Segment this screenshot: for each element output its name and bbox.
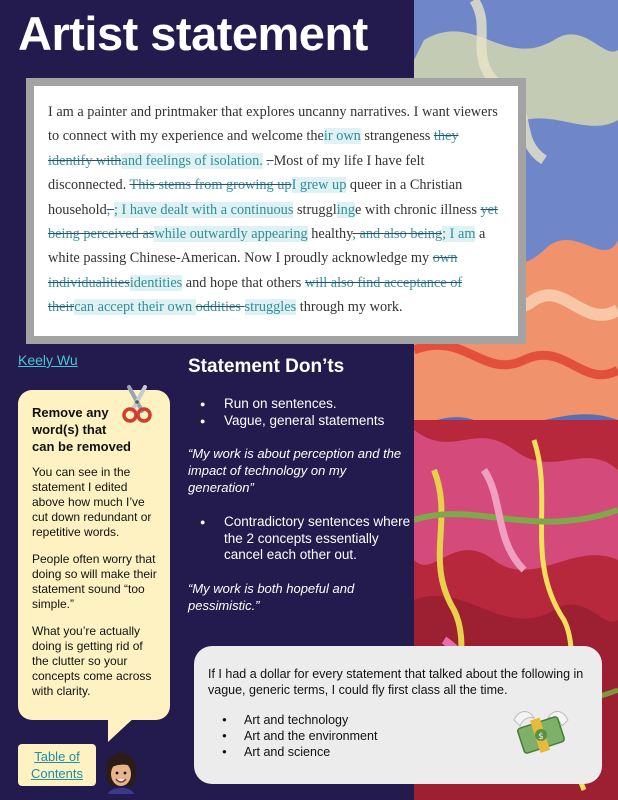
inserted-text: struggles <box>244 299 297 316</box>
statement-text: I am a painter and printmaker that explores uncanny narratives. I want viewers to connect with my experience and welcome the <box>48 104 498 145</box>
statement-text: strangeness <box>360 128 434 145</box>
table-of-contents-button[interactable] <box>18 744 96 786</box>
table-of-contents-link[interactable]: Table of Contents <box>30 749 84 781</box>
svg-text:$: $ <box>538 732 544 742</box>
example-quote: “My work is about perception and the impact of technology on my generation” <box>188 446 402 495</box>
statement-text: a white passing Chinese-American. Now I proudly acknowledge my <box>48 226 486 267</box>
deleted-text: will also find acceptance of their <box>48 274 463 316</box>
inserted-text: ; I have dealt with a continuous <box>113 201 294 218</box>
dollar-note-text: If I had a dollar for every statement that talked about the following in vague, generic terms, I could fly first class all the time. <box>208 667 584 697</box>
statement-text: queer in a Christian household <box>48 177 463 218</box>
deleted-text: oddities <box>195 299 245 316</box>
statement-text: e with chronic illness <box>354 201 481 218</box>
callout-paragraph: You can see in the statement I edited above how much I’ve cut down redundant or repetitive words. <box>32 465 152 539</box>
deleted-text: This stems from growing up <box>129 177 292 194</box>
page-title: Artist statement <box>18 7 368 60</box>
edited-statement-frame <box>26 78 526 344</box>
deleted-text: own individualities <box>48 250 458 291</box>
example-quote: “My work is both hopeful and pessimistic.” <box>188 580 355 613</box>
statement-donts-section <box>188 356 414 632</box>
deleted-text: yet being perceived as <box>48 201 498 243</box>
inserted-text: identities <box>129 274 183 291</box>
list-item: ● Art and science <box>222 744 586 760</box>
deleted-text: they identify with <box>48 128 459 169</box>
edited-statement-text <box>34 86 518 336</box>
list-item: ● Vague, general statements <box>200 413 414 430</box>
avatar-icon <box>102 752 140 794</box>
tip-callout <box>18 390 170 720</box>
callout-paragraph: People often worry that doing so will make their statement sound “too simple.” <box>32 552 157 611</box>
inserted-text: I grew up <box>291 177 347 194</box>
list-item: ● Run on sentences. <box>200 396 414 413</box>
callout-paragraph: What you’re actually doing is getting rid of the clutter so your concepts come across with clarity. <box>32 624 152 698</box>
donts-list <box>200 396 414 429</box>
donts-list <box>200 514 414 564</box>
inserted-text: ; I am <box>442 226 476 243</box>
deleted-text: , <box>106 201 114 218</box>
list-item: ● Contradictory sentences where the 2 concepts essentially cancel each other out. <box>200 514 414 564</box>
callout-tail <box>108 716 136 742</box>
donts-heading: Statement Don’ts <box>188 356 345 377</box>
list-item: ● Art and the environment <box>222 728 586 744</box>
statement-text: Most of my life I have felt disconnected. <box>48 152 425 194</box>
inserted-text: ir own <box>323 128 361 145</box>
flying-money-icon <box>510 700 572 760</box>
inserted-text: while outwardly appearing <box>154 226 308 243</box>
statement-text: struggl <box>293 201 337 218</box>
scissors-icon <box>120 385 154 423</box>
author-link[interactable]: Keely Wu <box>18 352 78 368</box>
statement-text: through my work. <box>296 299 403 316</box>
callout-heading: Remove any word(s) that can be removed <box>32 405 131 454</box>
inserted-text: ing <box>336 201 355 218</box>
statement-text: healthy <box>307 226 353 243</box>
statement-text: and hope that others <box>182 274 305 291</box>
deleted-text: , and also being <box>352 226 443 243</box>
deleted-text: . <box>266 152 274 169</box>
list-item: ● Art and technology <box>222 712 586 728</box>
inserted-text: and feelings of isolation. <box>121 152 263 169</box>
inserted-text: can accept their own <box>74 299 196 316</box>
